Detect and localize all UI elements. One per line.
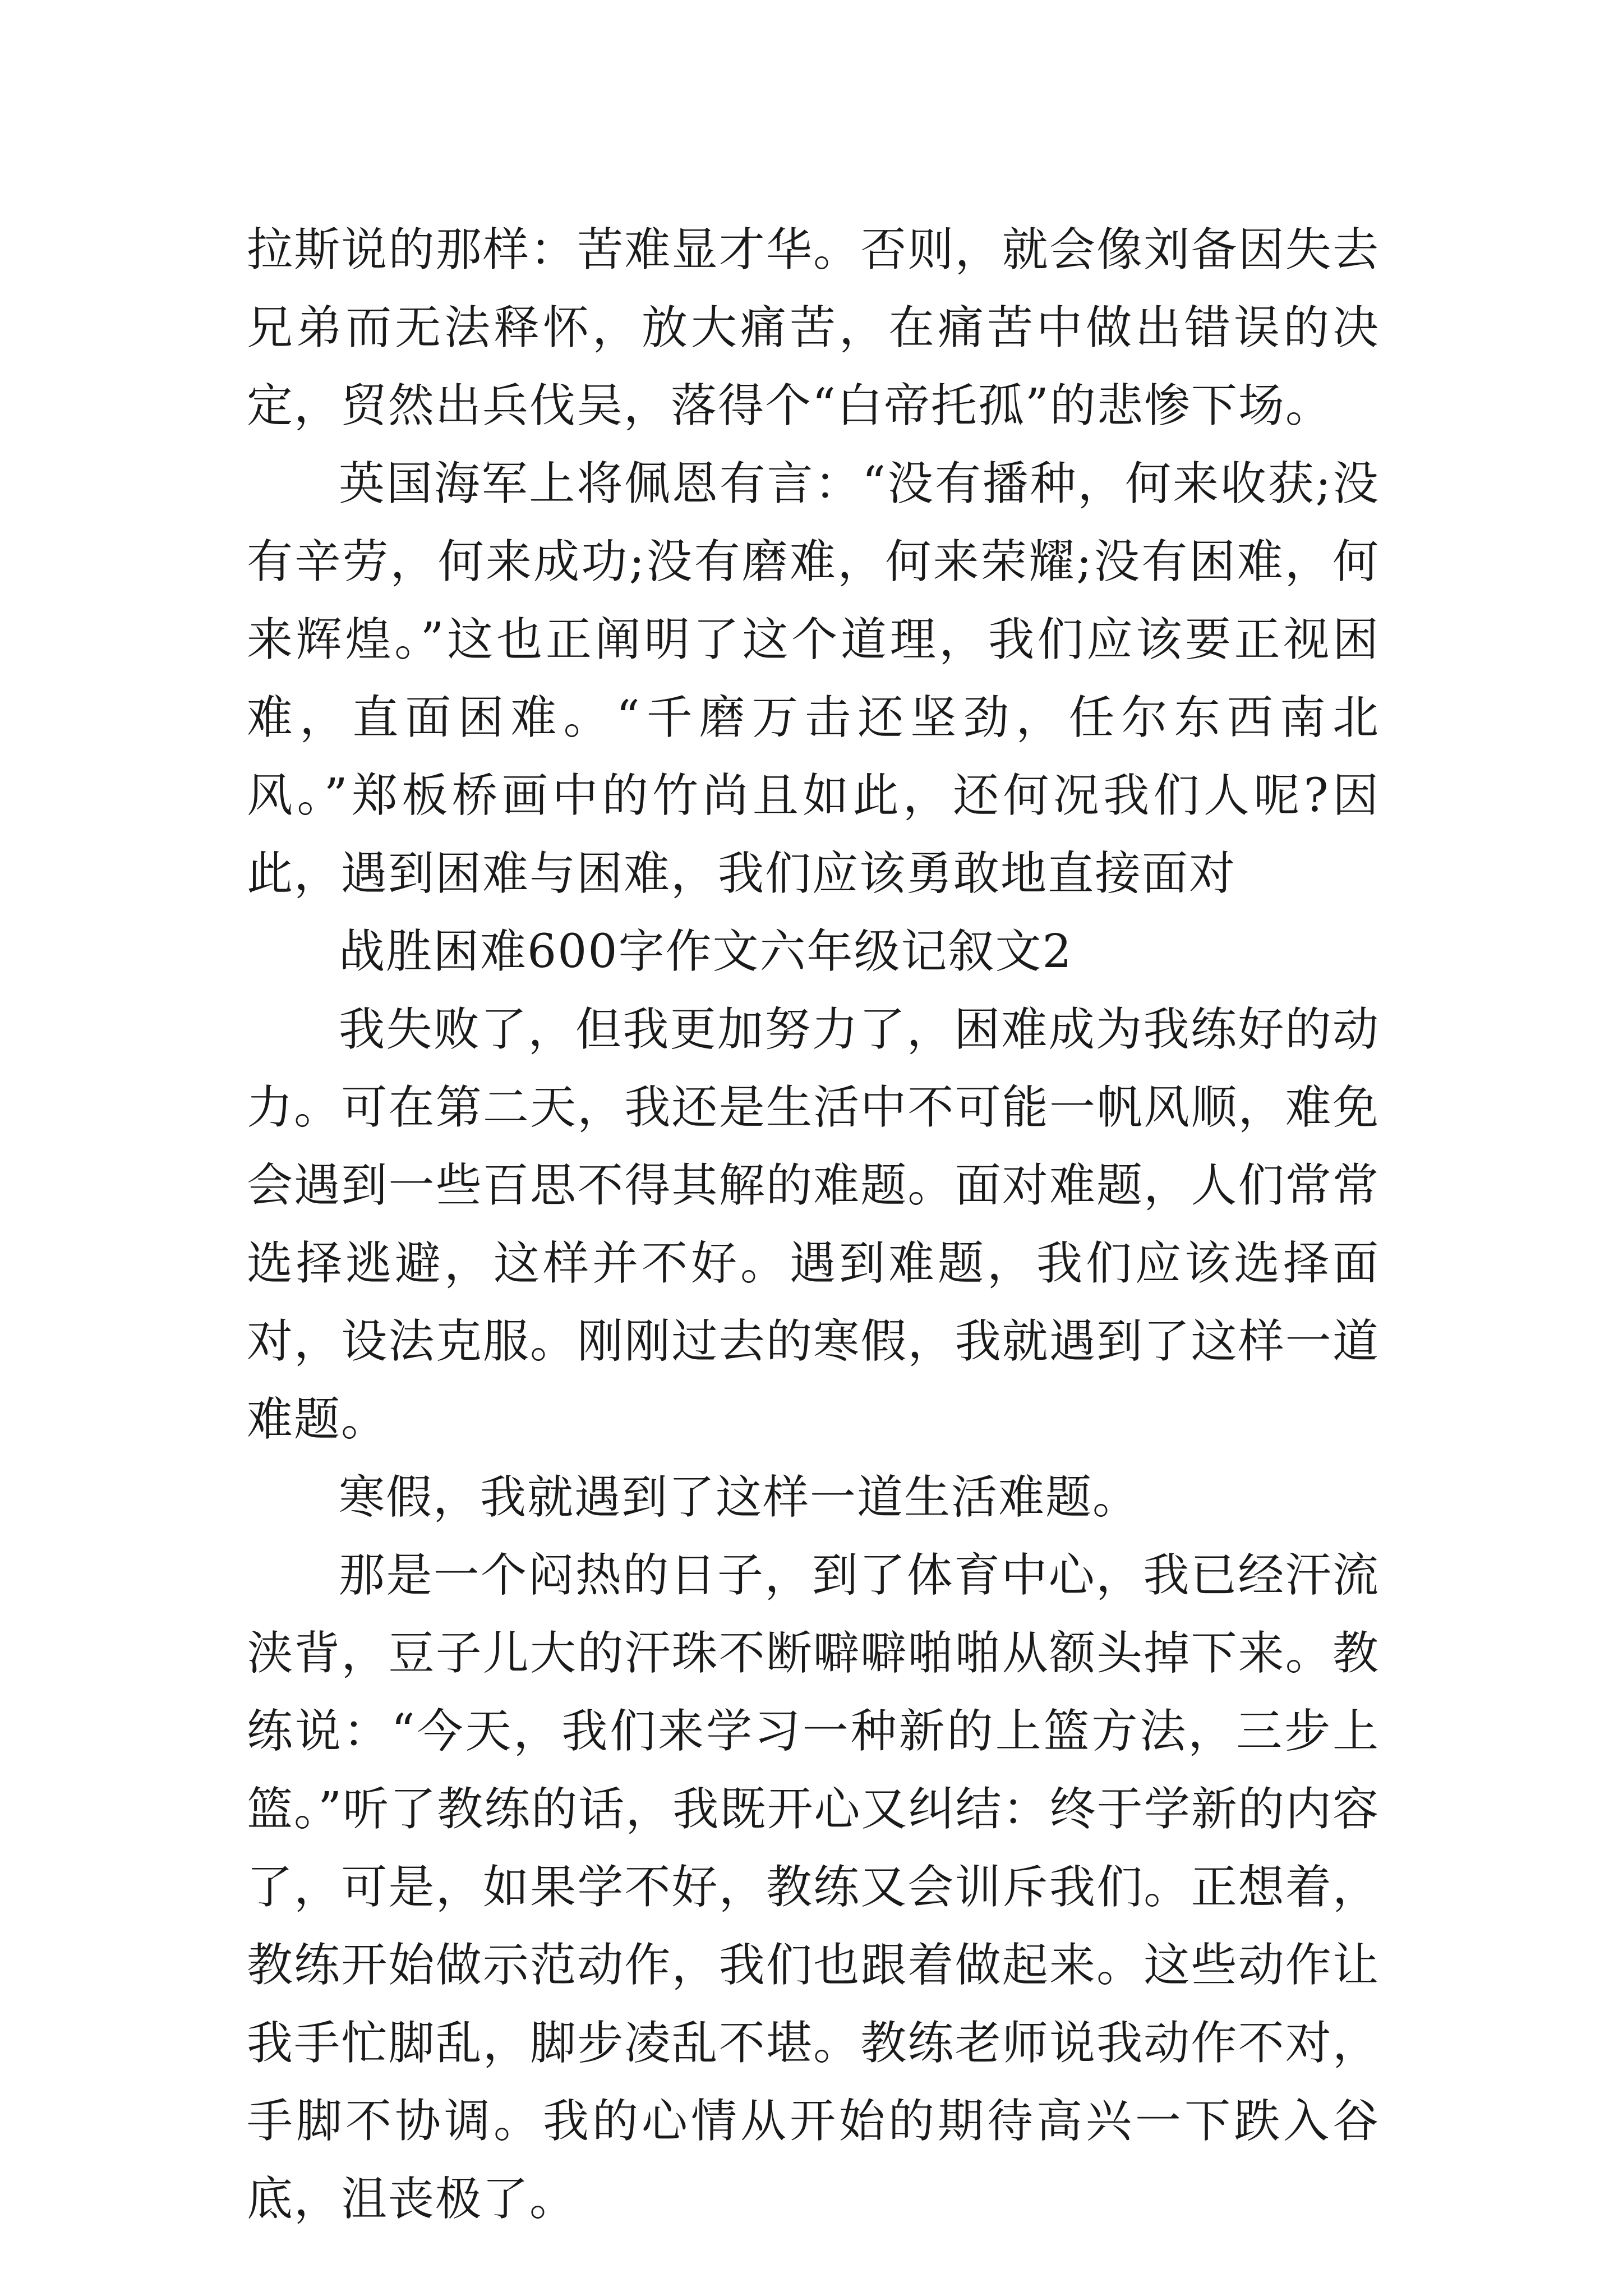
document-body xyxy=(247,211,1380,2238)
paragraph: 拉斯说的那样：苦难显才华。否则，就会像刘备因失去兄弟而无法释怀，放大痛苦，在痛苦中做出错误的决定，贸然出兵伐吴，落得个“白帝托孤”的悲惨下场。 xyxy=(247,223,1380,432)
paragraph: 我失败了，但我更加努力了，困难成为我练好的动力。可在第二天，我还是生活中不可能一帆风顺，难免会遇到一些百思不得其解的难题。面对难题，人们常常选择逃避，这样并不好。遇到难题，我们应该选择面对，设法克服。刚刚过去的寒假，我就遇到了这样一道难题。 xyxy=(247,1003,1380,1446)
paragraph: 那是一个闷热的日子，到了体育中心，我已经汗流浃背，豆子儿大的汗珠不断噼噼啪啪从额头掉下来。教练说：“今天，我们来学习一种新的上篮方法，三步上篮。”听了教练的话，我既开心又纠结：终于学新的内容了，可是，如果学不好，教练又会训斥我们。正想着，教练开始做示范动作，我们也跟着做起来。这些动作让我手忙脚乱，脚步凌乱不堪。教练老师说我动作不对，手脚不协调。我的心情从开始的期待高兴一下跌入谷底，沮丧极了。 xyxy=(247,1549,1380,2226)
paragraph: 英国海军上将佩恩有言：“没有播种，何来收获;没有辛劳，何来成功;没有磨难，何来荣耀;没有困难，何来辉煌。”这也正阐明了这个道理，我们应该要正视困难，直面困难。“千磨万击还坚劲，任尔东西南北风。”郑板桥画中的竹尚且如此，还何况我们人呢?因此，遇到困难与困难，我们应该勇敢地直接面对 xyxy=(247,457,1380,900)
paragraph: 寒假，我就遇到了这样一道生活难题。 xyxy=(339,1471,1140,1524)
section-heading: 战胜困难600字作文六年级记叙文2 xyxy=(339,925,1073,978)
